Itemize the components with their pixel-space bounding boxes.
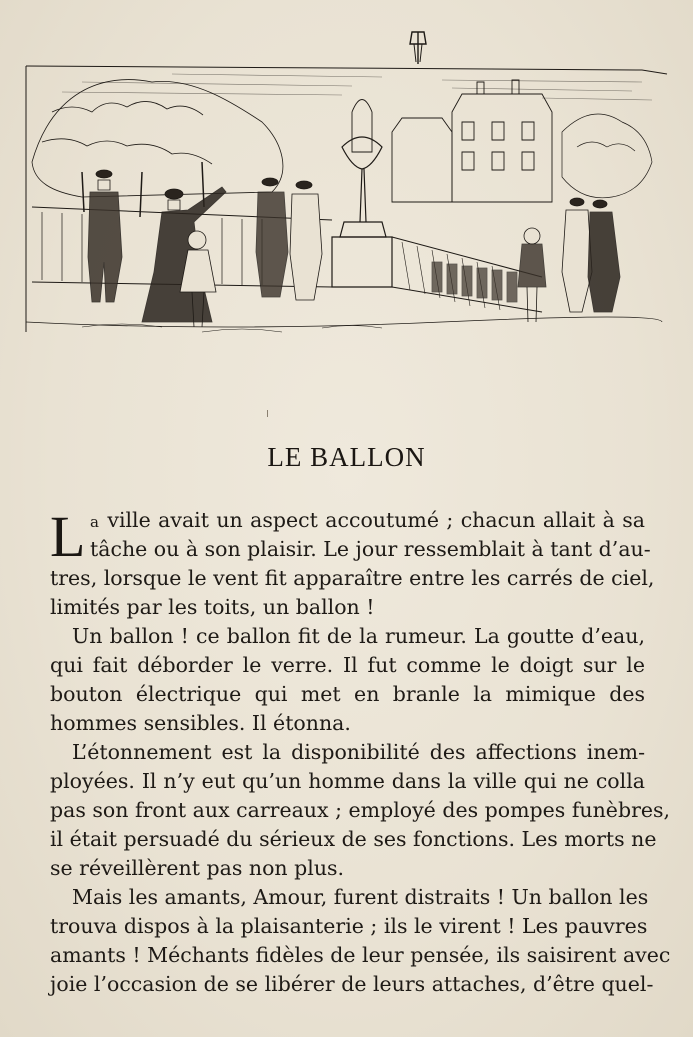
text-line: il était persuadé du sérieux de ses fonctions. Les morts ne	[50, 827, 657, 851]
park-scene-illustration	[22, 22, 672, 342]
paragraph	[50, 738, 671, 883]
text-line	[50, 506, 645, 535]
text-line: pas son front aux carreaux ; employé des pompes funèbres,	[50, 798, 671, 822]
drop-cap: L	[50, 504, 86, 569]
text-line: L’étonnement est la disponibilité des affections inem-	[72, 740, 645, 764]
line-text: ville avait un aspect accoutumé ; chacun allait à sa	[107, 508, 645, 532]
paragraph	[50, 622, 645, 738]
print-mark	[267, 410, 268, 417]
text-line: Un ballon ! ce ballon fit de la rumeur. La goutte d’eau,	[72, 624, 645, 648]
text-line: amants ! Méchants fidèles de leur pensée, ils saisirent avec	[50, 943, 671, 967]
paragraph	[50, 506, 655, 622]
text-line: trouva dispos à la plaisanterie ; ils le virent ! Les pauvres	[50, 914, 648, 938]
body-text	[50, 506, 671, 999]
text-line: qui fait déborder le verre. Il fut comme le doigt sur le	[50, 653, 645, 677]
text-line: joie l’occasion de se libérer de leurs attaches, d’être quel-	[50, 972, 654, 996]
chapter-title: LE BALLON	[267, 442, 426, 473]
text-line: bouton électrique qui met en branle la mimique des	[50, 682, 645, 706]
text-line: se réveillèrent pas non plus.	[50, 856, 345, 880]
text-line: ployées. Il n’y eut qu’un homme dans la ville qui ne colla	[50, 769, 645, 793]
text-line: Mais les amants, Amour, furent distraits ! Un ballon les	[72, 885, 649, 909]
text-line: tres, lorsque le vent fit apparaître entre les carrés de ciel,	[50, 566, 655, 590]
text-line: tâche ou à son plaisir. Le jour ressemblait à tant d’au-	[90, 537, 651, 561]
small-caps-letter: a	[90, 513, 100, 531]
paragraph	[50, 883, 671, 999]
text-line: hommes sensibles. Il étonna.	[50, 711, 351, 735]
text-line: limités par les toits, un ballon !	[50, 595, 375, 619]
